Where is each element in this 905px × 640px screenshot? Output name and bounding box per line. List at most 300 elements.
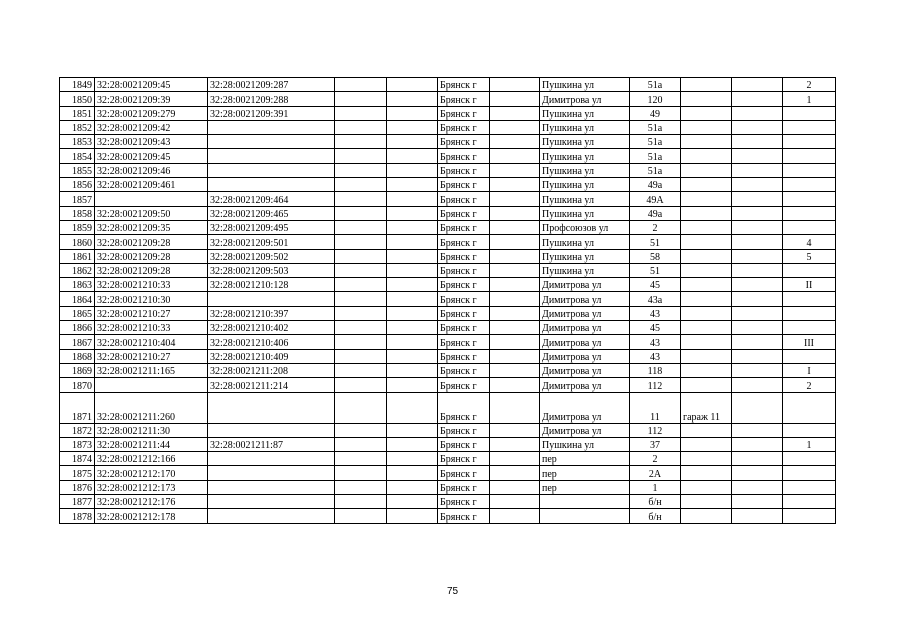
city-cell: Брянск г	[438, 363, 490, 377]
note-cell	[681, 149, 732, 163]
empty-cell	[732, 78, 783, 92]
empty-cell	[490, 278, 540, 292]
row-number-cell: 1864	[60, 292, 95, 306]
cadastral-number-2-cell: 32:28:0021210:409	[208, 349, 335, 363]
table-row	[60, 509, 836, 523]
table-row	[60, 480, 836, 494]
empty-cell	[335, 392, 387, 423]
empty-cell	[387, 335, 438, 349]
street-cell: Димитрова ул	[540, 278, 630, 292]
cadastral-number-cell: 32:28:0021209:46	[95, 163, 208, 177]
row-number-cell: 1857	[60, 192, 95, 206]
empty-cell	[387, 466, 438, 480]
table-row	[60, 235, 836, 249]
empty-cell	[387, 495, 438, 509]
empty-cell	[387, 249, 438, 263]
empty-cell	[490, 178, 540, 192]
cadastral-number-cell: 32:28:0021209:50	[95, 206, 208, 220]
cadastral-number-cell: 32:28:0021210:30	[95, 292, 208, 306]
street-cell: Профсоюзов ул	[540, 220, 630, 234]
empty-cell	[732, 437, 783, 451]
table-row	[60, 437, 836, 451]
city-cell: Брянск г	[438, 306, 490, 320]
cadastral-number-cell: 32:28:0021210:27	[95, 306, 208, 320]
table-row	[60, 335, 836, 349]
house-number-cell: 112	[630, 378, 681, 392]
city-cell: Брянск г	[438, 423, 490, 437]
row-number-cell: 1862	[60, 263, 95, 277]
empty-cell	[387, 321, 438, 335]
empty-cell	[732, 378, 783, 392]
house-number-cell: 2А	[630, 466, 681, 480]
table-row	[60, 292, 836, 306]
empty-cell	[387, 149, 438, 163]
row-number-cell: 1854	[60, 149, 95, 163]
street-cell: Пушкина ул	[540, 149, 630, 163]
house-number-cell: 43	[630, 306, 681, 320]
city-cell: Брянск г	[438, 349, 490, 363]
cadastral-number-2-cell: 32:28:0021210:406	[208, 335, 335, 349]
house-number-cell: 43	[630, 349, 681, 363]
city-cell: Брянск г	[438, 278, 490, 292]
street-cell: Димитрова ул	[540, 321, 630, 335]
cadastral-number-cell: 32:28:0021209:45	[95, 78, 208, 92]
empty-cell	[732, 452, 783, 466]
empty-cell	[490, 292, 540, 306]
empty-cell	[490, 149, 540, 163]
empty-cell	[732, 349, 783, 363]
empty-cell	[335, 135, 387, 149]
note-cell	[681, 106, 732, 120]
cadastral-number-cell: 32:28:0021209:43	[95, 135, 208, 149]
cadastral-number-2-cell	[208, 466, 335, 480]
note-cell	[681, 349, 732, 363]
house-number-cell: 120	[630, 92, 681, 106]
extra-cell	[783, 509, 836, 523]
empty-cell	[387, 92, 438, 106]
note-cell	[681, 321, 732, 335]
empty-cell	[732, 135, 783, 149]
cadastral-number-2-cell: 32:28:0021211:208	[208, 363, 335, 377]
cadastral-number-cell: 32:28:0021211:44	[95, 437, 208, 451]
empty-cell	[490, 78, 540, 92]
property-registry-table	[59, 77, 836, 524]
extra-cell	[783, 452, 836, 466]
cadastral-number-cell: 32:28:0021212:170	[95, 466, 208, 480]
empty-cell	[732, 321, 783, 335]
empty-cell	[387, 278, 438, 292]
note-cell	[681, 292, 732, 306]
house-number-cell: 51	[630, 235, 681, 249]
note-cell	[681, 278, 732, 292]
empty-cell	[335, 120, 387, 134]
note-cell	[681, 509, 732, 523]
table-row	[60, 220, 836, 234]
street-cell: Пушкина ул	[540, 163, 630, 177]
table-row	[60, 78, 836, 92]
row-number-cell: 1869	[60, 363, 95, 377]
empty-cell	[387, 378, 438, 392]
note-cell	[681, 178, 732, 192]
empty-cell	[732, 220, 783, 234]
empty-cell	[732, 335, 783, 349]
empty-cell	[732, 235, 783, 249]
city-cell: Брянск г	[438, 135, 490, 149]
extra-cell: 1	[783, 437, 836, 451]
house-number-cell: 51	[630, 263, 681, 277]
house-number-cell: 51а	[630, 78, 681, 92]
empty-cell	[490, 423, 540, 437]
empty-cell	[490, 392, 540, 423]
house-number-cell: 49а	[630, 206, 681, 220]
cadastral-number-2-cell	[208, 495, 335, 509]
empty-cell	[335, 349, 387, 363]
empty-cell	[732, 306, 783, 320]
extra-cell	[783, 466, 836, 480]
empty-cell	[387, 509, 438, 523]
street-cell: Димитрова ул	[540, 363, 630, 377]
house-number-cell: 2	[630, 452, 681, 466]
cadastral-number-cell: 32:28:0021212:178	[95, 509, 208, 523]
empty-cell	[335, 249, 387, 263]
city-cell: Брянск г	[438, 235, 490, 249]
empty-cell	[335, 292, 387, 306]
empty-cell	[335, 235, 387, 249]
row-number-cell: 1867	[60, 335, 95, 349]
empty-cell	[387, 363, 438, 377]
empty-cell	[490, 120, 540, 134]
empty-cell	[387, 135, 438, 149]
table-row	[60, 92, 836, 106]
empty-cell	[335, 192, 387, 206]
street-cell: Димитрова ул	[540, 378, 630, 392]
city-cell: Брянск г	[438, 192, 490, 206]
empty-cell	[490, 206, 540, 220]
house-number-cell: 58	[630, 249, 681, 263]
extra-cell: III	[783, 335, 836, 349]
empty-cell	[335, 423, 387, 437]
cadastral-number-cell: 32:28:0021209:461	[95, 178, 208, 192]
note-cell	[681, 306, 732, 320]
empty-cell	[387, 106, 438, 120]
row-number-cell: 1870	[60, 378, 95, 392]
city-cell: Брянск г	[438, 163, 490, 177]
extra-cell	[783, 392, 836, 423]
cadastral-number-2-cell: 32:28:0021211:87	[208, 437, 335, 451]
city-cell: Брянск г	[438, 249, 490, 263]
city-cell: Брянск г	[438, 452, 490, 466]
empty-cell	[732, 509, 783, 523]
empty-cell	[490, 306, 540, 320]
empty-cell	[335, 178, 387, 192]
extra-cell: 2	[783, 78, 836, 92]
extra-cell	[783, 263, 836, 277]
empty-cell	[490, 192, 540, 206]
empty-cell	[732, 249, 783, 263]
empty-cell	[490, 437, 540, 451]
cadastral-number-cell: 32:28:0021209:28	[95, 235, 208, 249]
cadastral-number-2-cell	[208, 120, 335, 134]
cadastral-number-cell: 32:28:0021210:404	[95, 335, 208, 349]
empty-cell	[335, 378, 387, 392]
house-number-cell: 2	[630, 220, 681, 234]
table-row	[60, 163, 836, 177]
table-row	[60, 495, 836, 509]
cadastral-number-cell: 32:28:0021212:176	[95, 495, 208, 509]
city-cell: Брянск г	[438, 321, 490, 335]
empty-cell	[335, 92, 387, 106]
row-number-cell: 1856	[60, 178, 95, 192]
city-cell: Брянск г	[438, 335, 490, 349]
street-cell: пер	[540, 452, 630, 466]
cadastral-number-2-cell: 32:28:0021210:128	[208, 278, 335, 292]
table-row	[60, 192, 836, 206]
empty-cell	[335, 306, 387, 320]
empty-cell	[335, 480, 387, 494]
row-number-cell: 1873	[60, 437, 95, 451]
empty-cell	[335, 149, 387, 163]
cadastral-number-cell: 32:28:0021211:30	[95, 423, 208, 437]
street-cell: Пушкина ул	[540, 437, 630, 451]
cadastral-number-cell: 32:28:0021209:45	[95, 149, 208, 163]
cadastral-number-2-cell: 32:28:0021209:495	[208, 220, 335, 234]
extra-cell	[783, 423, 836, 437]
empty-cell	[387, 235, 438, 249]
empty-cell	[387, 392, 438, 423]
cadastral-number-cell: 32:28:0021212:173	[95, 480, 208, 494]
empty-cell	[490, 92, 540, 106]
empty-cell	[335, 495, 387, 509]
row-number-cell: 1872	[60, 423, 95, 437]
empty-cell	[732, 363, 783, 377]
house-number-cell: 49а	[630, 178, 681, 192]
street-cell: Димитрова ул	[540, 392, 630, 423]
cadastral-number-cell: 32:28:0021209:28	[95, 263, 208, 277]
city-cell: Брянск г	[438, 495, 490, 509]
empty-cell	[335, 335, 387, 349]
house-number-cell: 49А	[630, 192, 681, 206]
empty-cell	[387, 120, 438, 134]
cadastral-number-2-cell: 32:28:0021209:287	[208, 78, 335, 92]
table-row	[60, 378, 836, 392]
street-cell	[540, 495, 630, 509]
cadastral-number-cell	[95, 192, 208, 206]
city-cell: Брянск г	[438, 263, 490, 277]
empty-cell	[490, 466, 540, 480]
empty-cell	[732, 263, 783, 277]
cadastral-number-2-cell	[208, 509, 335, 523]
street-cell	[540, 509, 630, 523]
row-number-cell: 1853	[60, 135, 95, 149]
empty-cell	[732, 278, 783, 292]
row-number-cell: 1858	[60, 206, 95, 220]
extra-cell	[783, 106, 836, 120]
table-row	[60, 278, 836, 292]
cadastral-number-2-cell: 32:28:0021209:288	[208, 92, 335, 106]
extra-cell	[783, 292, 836, 306]
empty-cell	[387, 452, 438, 466]
street-cell: Пушкина ул	[540, 206, 630, 220]
extra-cell	[783, 349, 836, 363]
cadastral-number-2-cell	[208, 292, 335, 306]
house-number-cell: 118	[630, 363, 681, 377]
city-cell: Брянск г	[438, 206, 490, 220]
empty-cell	[335, 220, 387, 234]
row-number-cell: 1850	[60, 92, 95, 106]
extra-cell: I	[783, 363, 836, 377]
street-cell: Димитрова ул	[540, 306, 630, 320]
empty-cell	[387, 349, 438, 363]
note-cell	[681, 235, 732, 249]
note-cell	[681, 452, 732, 466]
empty-cell	[387, 263, 438, 277]
city-cell: Брянск г	[438, 378, 490, 392]
extra-cell	[783, 206, 836, 220]
city-cell: Брянск г	[438, 292, 490, 306]
cadastral-number-2-cell	[208, 149, 335, 163]
house-number-cell: 1	[630, 480, 681, 494]
extra-cell: 1	[783, 92, 836, 106]
cadastral-number-2-cell: 32:28:0021211:214	[208, 378, 335, 392]
city-cell: Брянск г	[438, 106, 490, 120]
house-number-cell: 112	[630, 423, 681, 437]
cadastral-number-cell: 32:28:0021209:35	[95, 220, 208, 234]
extra-cell	[783, 220, 836, 234]
cadastral-number-2-cell: 32:28:0021209:502	[208, 249, 335, 263]
street-cell: пер	[540, 480, 630, 494]
note-cell	[681, 78, 732, 92]
extra-cell	[783, 163, 836, 177]
empty-cell	[335, 278, 387, 292]
house-number-cell: 11	[630, 392, 681, 423]
cadastral-number-2-cell: 32:28:0021209:464	[208, 192, 335, 206]
house-number-cell: 49	[630, 106, 681, 120]
empty-cell	[490, 363, 540, 377]
extra-cell: 2	[783, 378, 836, 392]
street-cell: Пушкина ул	[540, 192, 630, 206]
city-cell: Брянск г	[438, 149, 490, 163]
street-cell: Пушкина ул	[540, 106, 630, 120]
house-number-cell: 51а	[630, 163, 681, 177]
table-row	[60, 120, 836, 134]
empty-cell	[335, 452, 387, 466]
note-cell	[681, 423, 732, 437]
empty-cell	[490, 106, 540, 120]
note-cell	[681, 437, 732, 451]
note-cell	[681, 480, 732, 494]
empty-cell	[732, 149, 783, 163]
empty-cell	[490, 135, 540, 149]
house-number-cell: 37	[630, 437, 681, 451]
row-number-cell: 1852	[60, 120, 95, 134]
row-number-cell: 1865	[60, 306, 95, 320]
row-number-cell: 1859	[60, 220, 95, 234]
note-cell	[681, 378, 732, 392]
empty-cell	[732, 466, 783, 480]
table-row	[60, 206, 836, 220]
extra-cell: 4	[783, 235, 836, 249]
empty-cell	[387, 306, 438, 320]
extra-cell: 5	[783, 249, 836, 263]
row-number-cell: 1861	[60, 249, 95, 263]
empty-cell	[490, 349, 540, 363]
empty-cell	[335, 321, 387, 335]
extra-cell	[783, 149, 836, 163]
empty-cell	[387, 437, 438, 451]
cadastral-number-cell: 32:28:0021210:33	[95, 278, 208, 292]
empty-cell	[732, 495, 783, 509]
row-number-cell: 1849	[60, 78, 95, 92]
cadastral-number-2-cell: 32:28:0021209:465	[208, 206, 335, 220]
row-number-cell: 1871	[60, 392, 95, 423]
note-cell	[681, 249, 732, 263]
empty-cell	[387, 192, 438, 206]
table-row	[60, 149, 836, 163]
house-number-cell: 51а	[630, 149, 681, 163]
empty-cell	[335, 78, 387, 92]
empty-cell	[387, 480, 438, 494]
cadastral-number-2-cell	[208, 163, 335, 177]
extra-cell	[783, 178, 836, 192]
table-row	[60, 106, 836, 120]
empty-cell	[732, 206, 783, 220]
note-cell	[681, 466, 732, 480]
cadastral-number-2-cell: 32:28:0021209:501	[208, 235, 335, 249]
cadastral-number-cell: 32:28:0021209:42	[95, 120, 208, 134]
table-body	[60, 78, 836, 524]
table-row	[60, 349, 836, 363]
city-cell: Брянск г	[438, 437, 490, 451]
row-number-cell: 1878	[60, 509, 95, 523]
table-row	[60, 392, 836, 423]
street-cell: пер	[540, 466, 630, 480]
empty-cell	[490, 235, 540, 249]
empty-cell	[387, 78, 438, 92]
street-cell: Пушкина ул	[540, 135, 630, 149]
empty-cell	[732, 392, 783, 423]
empty-cell	[387, 423, 438, 437]
cadastral-number-2-cell: 32:28:0021210:402	[208, 321, 335, 335]
empty-cell	[490, 480, 540, 494]
street-cell: Пушкина ул	[540, 249, 630, 263]
empty-cell	[335, 206, 387, 220]
empty-cell	[490, 163, 540, 177]
empty-cell	[490, 321, 540, 335]
empty-cell	[335, 466, 387, 480]
cadastral-number-2-cell	[208, 480, 335, 494]
empty-cell	[335, 263, 387, 277]
city-cell: Брянск г	[438, 466, 490, 480]
cadastral-number-cell: 32:28:0021212:166	[95, 452, 208, 466]
table-row	[60, 423, 836, 437]
extra-cell	[783, 306, 836, 320]
empty-cell	[732, 423, 783, 437]
street-cell: Пушкина ул	[540, 78, 630, 92]
street-cell: Пушкина ул	[540, 235, 630, 249]
empty-cell	[490, 378, 540, 392]
note-cell	[681, 495, 732, 509]
row-number-cell: 1863	[60, 278, 95, 292]
table-row	[60, 249, 836, 263]
empty-cell	[335, 437, 387, 451]
cadastral-number-cell: 32:28:0021209:39	[95, 92, 208, 106]
city-cell: Брянск г	[438, 178, 490, 192]
cadastral-number-cell	[95, 378, 208, 392]
city-cell: Брянск г	[438, 392, 490, 423]
empty-cell	[335, 509, 387, 523]
row-number-cell: 1875	[60, 466, 95, 480]
empty-cell	[490, 220, 540, 234]
